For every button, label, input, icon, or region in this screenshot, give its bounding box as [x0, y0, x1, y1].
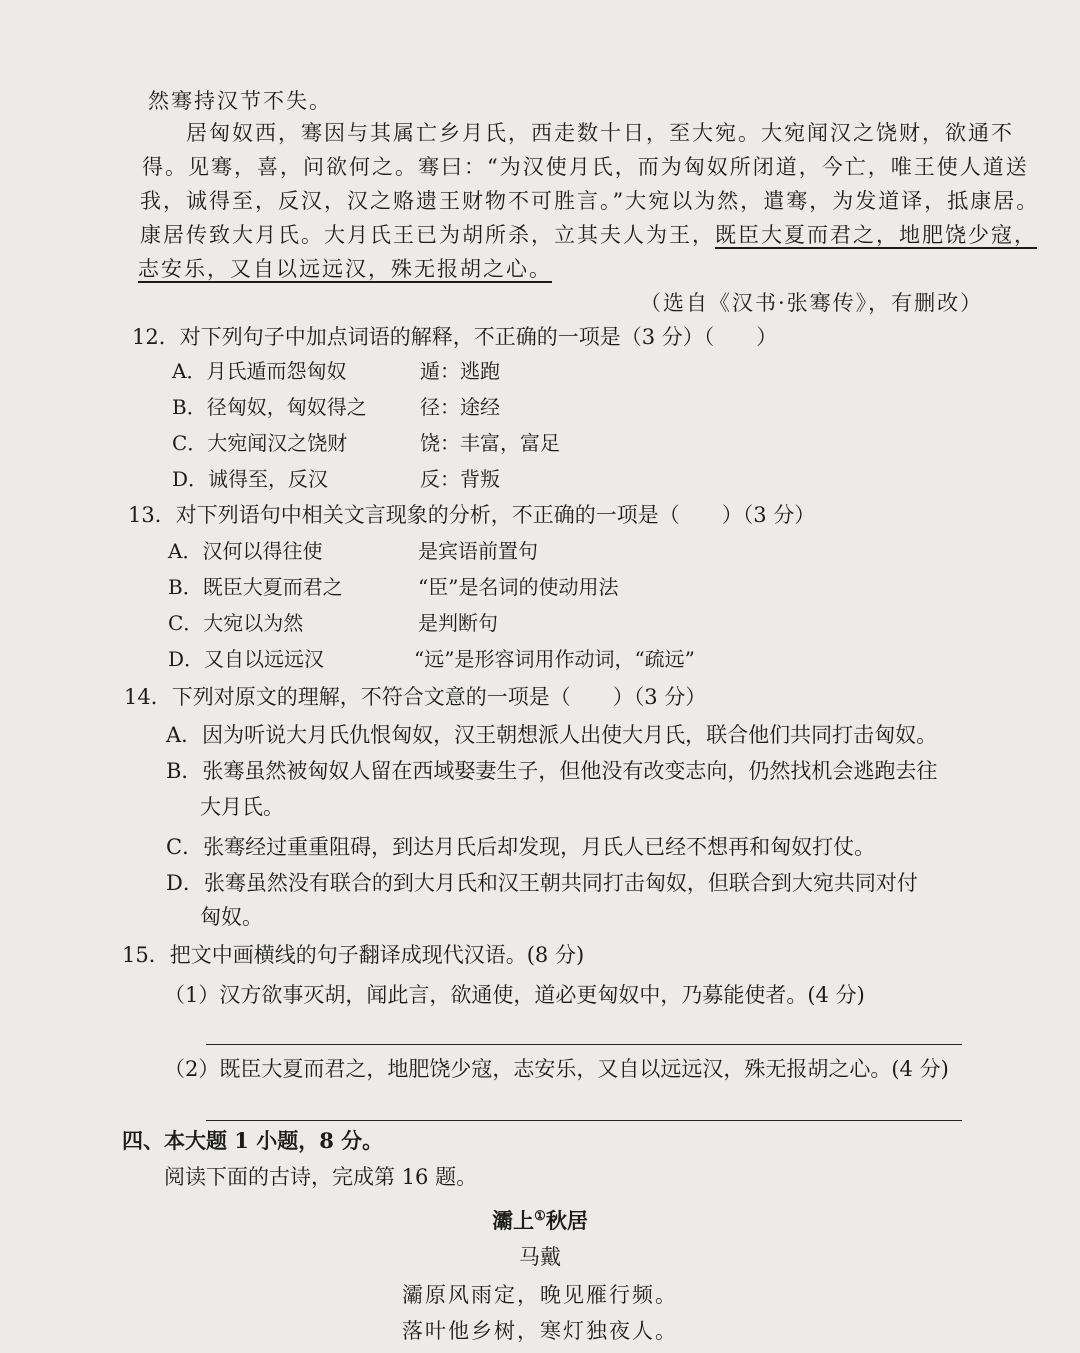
footnote-marker: ① — [534, 1209, 546, 1224]
section-instruction: 阅读下面的古诗，完成第 16 题。 — [164, 1165, 478, 1189]
q14-option-d-cont: 匈奴。 — [200, 905, 263, 929]
q13-option-d-analysis: “远”是形容词用作动词，“疏远” — [414, 647, 695, 671]
passage-line — [140, 220, 1037, 250]
q14-option-a: A．因为听说大月氏仇恨匈奴，汉王朝想派人出使大月氏，联合他们共同打击匈奴。 — [166, 723, 938, 747]
q15-part-2: （2）既臣大夏而君之，地肥饶少寇，志安乐，又自以远远汉，殊无报胡之心。(4 分) — [164, 1057, 949, 1081]
q13-option-c: C．大宛以为然 — [168, 611, 304, 635]
question-13-stem: 13．对下列语句中相关文言现象的分析，不正确的一项是（ ）（3 分） — [128, 503, 816, 527]
section-heading: 四、本大题 1 小题，8 分。 — [122, 1128, 384, 1153]
q13-option-a: A．汉何以得往使 — [168, 539, 323, 563]
q13-option-d: D．又自以远远汉 — [168, 647, 325, 671]
q14-option-c: C．张骞经过重重阻碍，到达月氏后却发现，月氏人已经不想再和匈奴打仗。 — [166, 835, 876, 859]
q15-part-1: （1）汉方欲事灭胡，闻此言，欲通使，道必更匈奴中，乃募能使者。(4 分) — [164, 983, 865, 1007]
q12-option-a: A．月氏遁而怨匈奴 — [172, 359, 347, 383]
poem-title — [0, 1202, 1080, 1236]
q14-option-d: D．张骞虽然没有联合的到大月氏和汉王朝共同打击匈奴，但联合到大宛共同对付 — [166, 871, 918, 895]
q13-option-c-analysis: 是判断句 — [418, 611, 498, 635]
q12-option-d-meaning: 反：背叛 — [420, 467, 500, 491]
poem-title-tail: 秋居 — [545, 1208, 588, 1233]
source-citation: （选自《汉书·张骞传》，有删改） — [640, 291, 984, 315]
q13-option-a-analysis: 是宾语前置句 — [418, 539, 538, 563]
passage-line: 得。见骞，喜，问欲何之。骞曰：“为汉使月氏，而为匈奴所闭道，今亡，唯王使人道送 — [142, 155, 1029, 179]
q12-option-a-meaning: 遁：逃跑 — [420, 359, 500, 383]
underlined-sentence: 既臣大夏而君之，地肥饶少寇， — [715, 223, 1037, 247]
passage-line: 我，诚得至，反汉，汉之赂遗王财物不可胜言。”大宛以为然，遣骞，为发道译，抵康居。 — [140, 189, 1040, 213]
q12-option-d: D．诚得至，反汉 — [172, 467, 329, 491]
underlined-sentence: 志安乐，又自以远远汉，殊无报胡之心。 — [138, 257, 552, 281]
question-15-stem: 15．把文中画横线的句子翻译成现代汉语。(8 分) — [122, 943, 585, 967]
q12-option-c: C．大宛闻汉之饶财 — [172, 431, 348, 455]
poem-author: 马戴 — [519, 1245, 561, 1269]
passage-text: 康居传致大月氏。大月氏王已为胡所杀，立其夫人为王， — [140, 223, 715, 247]
q14-option-b-cont: 大月氏。 — [200, 795, 284, 819]
answer-line[interactable] — [206, 1120, 962, 1121]
passage-line: 然骞持汉节不失。 — [148, 89, 332, 113]
q13-option-b: B．既臣大夏而君之 — [168, 575, 343, 599]
q12-option-c-meaning: 饶：丰富，富足 — [420, 431, 560, 455]
q14-option-b: B．张骞虽然被匈奴人留在西域娶妻生子，但他没有改变志向，仍然找机会逃跑去往 — [166, 759, 938, 783]
answer-line[interactable] — [206, 1044, 962, 1045]
poem-line: 落叶他乡树，寒灯独夜人。 — [402, 1319, 678, 1343]
poem-line: 灞原风雨定，晚见雁行频。 — [402, 1283, 678, 1307]
poem-title-head: 灞上 — [492, 1208, 535, 1233]
passage-line: 居匈奴西，骞因与其属亡乡月氏，西走数十日，至大宛。大宛闻汉之饶财，欲通不 — [186, 121, 1014, 145]
q12-option-b-meaning: 径：途经 — [420, 395, 500, 419]
question-12-stem: 12．对下列句子中加点词语的解释，不正确的一项是（3 分）（ ） — [132, 325, 778, 349]
q13-option-b-analysis: “臣”是名词的使动用法 — [418, 575, 619, 599]
q12-option-b: B．径匈奴，匈奴得之 — [172, 395, 367, 419]
question-14-stem: 14．下列对原文的理解，不符合文意的一项是（ ）（3 分） — [124, 685, 707, 709]
